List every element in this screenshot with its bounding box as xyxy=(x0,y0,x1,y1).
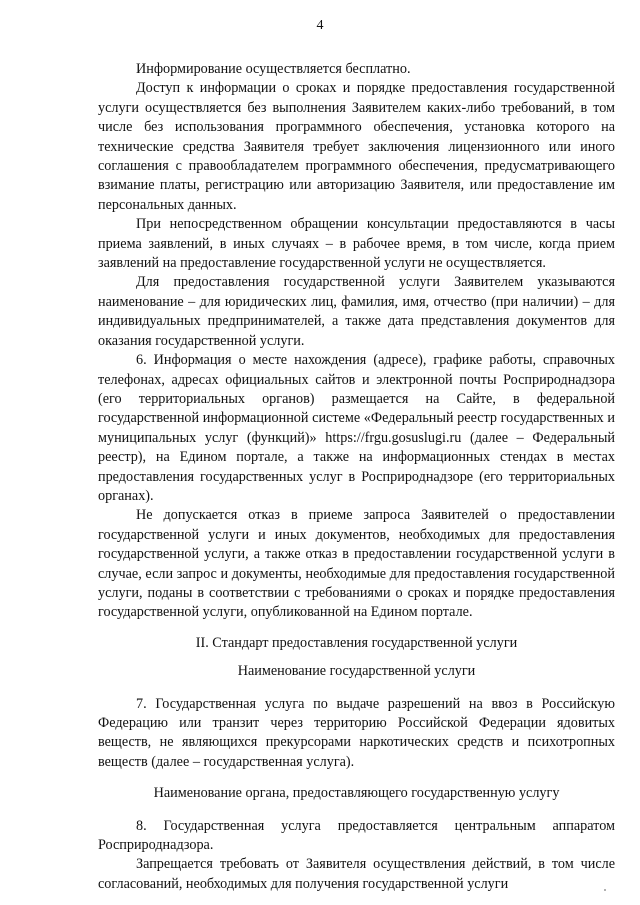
paragraph-refusal-not-allowed: Не допускается отказ в приеме запроса Заявителей о предоставлении государственной услуги и иных документов, необходимых для предоставления государственной услуги, а также отказ в предоставлении государственной услуги в случае, если запрос и документы, необходимые для предоставления государственной услуги, поданы в соответствии с требованиями о сроках и порядке предоставления государственной услуги, опубликованной на Едином портале. xyxy=(98,507,615,621)
paragraph-info-free: Информирование осуществляется бесплатно. xyxy=(136,61,411,77)
paragraph-item-7: 7. Государственная услуга по выдаче разрешений на ввоз в Российскую Федерацию или транзит через территорию Российской Федерации ядовитых веществ, не являющихся прекурсорами наркотических средств и психотропных веществ (далее – государственная услуга). xyxy=(98,695,615,770)
document-body xyxy=(98,60,615,894)
subheading-service-name: Наименование государственной услуги xyxy=(237,663,476,680)
paragraph-item-6: 6. Информация о месте нахождения (адресе), графике работы, справочных телефонах, адресах официальных сайтов и электронной почты Росприроднадзора (его территориальных органов) размещается на Сайте, в федеральной государственной информационной системе «Федеральный реестр государственных и муниципальных услуг (функций)» https://frgu.gosuslugi.ru (далее – Федеральный реестр), на Едином портале, а также на информационных стендах в местах предоставления государственных услуг в Росприроднадзоре (его территориальных органах). xyxy=(98,352,615,504)
paragraph-consultations: При непосредственном обращении консультации предоставляются в часы приема заявлений, в иных случаях – в рабочее время, в том числе, когда прием заявлений на предоставление государственной услуги не осуществляется. xyxy=(98,216,615,272)
paragraph-item-8: 8. Государственная услуга предоставляется центральным аппаратом Росприроднадзора. xyxy=(98,817,615,854)
page-number: 4 xyxy=(316,18,324,33)
section-heading: II. Стандарт предоставления государственной услуги xyxy=(195,634,518,651)
subheading-service-provider: Наименование органа, предоставляющего государственную услугу xyxy=(153,785,560,802)
paragraph-access-info: Доступ к информации о сроках и порядке предоставления государственной услуги осуществляется без выполнения Заявителем каких-либо требований, в том числе без использования программного обеспечения, установка которого на технические средства Заявителя требует заключения лицензионного или иного соглашения с правообладателем программного обеспечения, предусматривающего взимание платы, регистрацию или авторизацию Заявителя, или предоставление им персональных данных. xyxy=(98,80,615,213)
scan-dot xyxy=(604,889,606,891)
paragraph-prohibited-requirements: Запрещается требовать от Заявителя осуществления действий, в том числе согласований, необходимых для получения государственной услуги xyxy=(98,856,615,892)
paragraph-applicant-data: Для предоставления государственной услуги Заявителем указываются наименование – для юридических лиц, фамилия, имя, отчество (при наличии) – для индивидуальных предпринимателей, а также дата представления документов для оказания государственной услуги. xyxy=(98,274,615,349)
